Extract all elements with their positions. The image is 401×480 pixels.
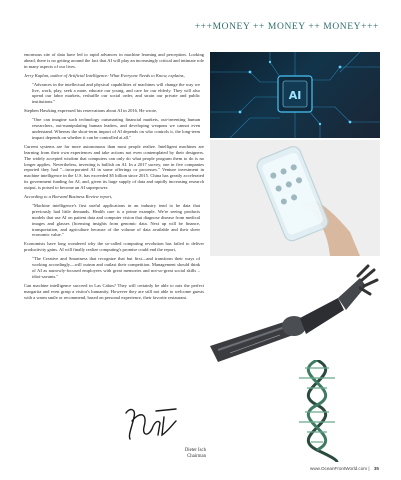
paragraph: Stephen Hawking expressed his reservations about AI in 2016. He wrote, (24, 108, 158, 114)
dna-helix-image (277, 360, 367, 462)
signature-block (150, 448, 206, 460)
paragraph: Economists have long wondered why the so-called computing revolution has failed to deliver productivity gains. AI will finally realize computing's promise could end the report, (24, 241, 204, 253)
footer-separator: | (368, 466, 370, 471)
signature-image (118, 401, 188, 447)
paragraph: According to a Harvard Business Review report, (24, 194, 113, 200)
svg-text:AI: AI (288, 89, 302, 102)
page-footer (310, 466, 379, 471)
block-quote: "The Creative and Smartness that recognize that but first—and transform their ways of working accordingly—will outrun and outlast their competition. Management should think of AI as narrowly-focused employees with great memories and not-so-great social skills – idiot-savants." (32, 256, 200, 279)
circuit-board-ai-image (210, 52, 380, 138)
block-quote: "Machine intelligence's first useful applications in an industry tend to be data that previously had little demands. Health care is a prime example. We're seeing products models that use AI on patient data and computer vision that diagnose disease from medical images and glasses (licensing insights from genomic data. Next up will be finance, transportation, and agriculture because of the volume of data available and their sheer economic value." (32, 202, 200, 238)
section-header: +++MONEY ++ MONEY ++ MONEY+++ (194, 22, 379, 32)
website-link[interactable]: www.OceanFrontWorld.com (310, 466, 368, 471)
signer-name: Dieter Isch (184, 448, 206, 453)
article-body (24, 52, 204, 304)
signer-role: Chairman (187, 454, 206, 459)
block-quote: "Advances in the intellectual and physical capabilities of machines will change the way we live, work, play, seek a mate, educate our young, and care for our elderly. They will also upend our labor markets, reshuffle our social order, and strain our private and public institutions." (32, 81, 200, 105)
transparent-smartphone-image (210, 140, 380, 256)
paragraph: Current systems are far more autonomous than most people realize. Intelligent machines are learning from their own experiences and take actions not even contemplated by their designers. The widely accepted wisdom that computers can only do what people program them to do is no longer applies. Nevertheless, investing is bullish on AI. In a 2017 survey, one in five companies reported they had "...incorporated AI in some offerings or processes." Venture investment in machine intelligence in the U.S. has exceeded $5 billion since 2015. China has greatly accelerated its government funding for AI, and, given its large supply of data and rapidly increasing research output, is poised to become an AI superpower. (24, 143, 204, 191)
paragraph: enormous site of data have led to rapid advances in machine learning and perception. Looking ahead, there is no getting around the fact that AI will play an increasingly critical and intimate role in many aspects of our lives. (24, 52, 204, 69)
paragraph: Jerry Kaplan, author of Artificial Intelligence: What Everyone Needs to Know, explains, (24, 72, 185, 78)
page-number: 35 (373, 466, 379, 471)
block-quote: "One can imagine such technology outsmarting financial markets, out-inventing human researchers, out-manipulating human leaders, and developing weapons we cannot even understand. Whereas the short-term impact of AI depends on who controls it, the long-term impact depends on whether it can be controlled at all." (32, 117, 200, 140)
paragraph: Can machine intelligence succeed in Las Cabos? They will certainly be able to mix the perfect margarita and even grasp a visitor's humanity. However they are still not able to welcome guests with a warm smile or recommend, based on personal experience, their favorite restaurant. (24, 282, 204, 300)
